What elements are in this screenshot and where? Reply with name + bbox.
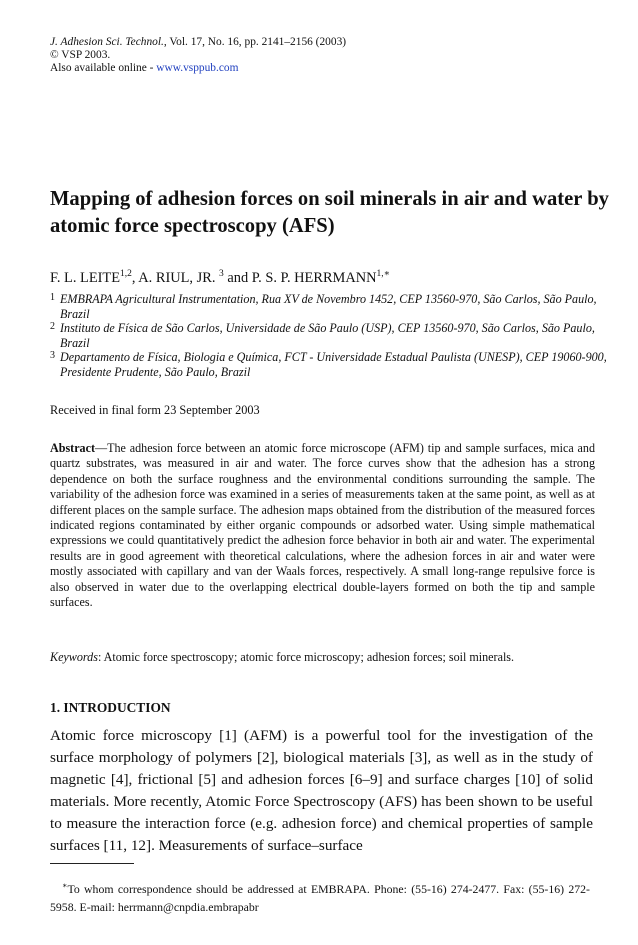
keywords-text: : Atomic force spectroscopy; atomic force microscopy; adhesion forces; soil minerals. xyxy=(97,650,515,664)
author-herrmann-affil: 1,∗ xyxy=(376,269,391,279)
affiliation-text: Departamento de Física, Biologia e Química, FCT - Universidade Estadual Paulista (UNESP), CEP 19060-900, Presidente Prudente, São Paulo, Brazil xyxy=(60,350,607,379)
affiliation-3 xyxy=(50,350,610,379)
affiliation-text: EMBRAPA Agricultural Instrumentation, Rua XV de Novembro 1452, CEP 13560-970, São Carlos, São Paulo, Brazil xyxy=(60,292,597,321)
received-date: Received in final form 23 September 2003 xyxy=(50,403,260,417)
publisher-link[interactable]: www.vsppub.com xyxy=(156,62,239,74)
section-heading: 1. INTRODUCTION xyxy=(50,700,171,715)
keywords xyxy=(50,650,514,665)
abstract-label: Abstract xyxy=(50,441,96,455)
abstract xyxy=(50,441,595,610)
journal-citation-line xyxy=(50,36,346,49)
copyright-line: © VSP 2003. xyxy=(50,49,111,61)
affiliation-number: 1 xyxy=(50,292,55,303)
author-leite-affil: 1,2 xyxy=(120,269,132,279)
affiliation-2 xyxy=(50,321,610,350)
affiliation-1 xyxy=(50,292,610,321)
author-herrmann: and P. S. P. HERRMANN xyxy=(223,269,377,286)
paper-title: Mapping of adhesion forces on soil minerals in air and water by atomic force spectroscopy (AFS) xyxy=(50,188,609,237)
affiliation-text: Instituto de Física de São Carlos, Universidade de São Paulo (USP), CEP 13560-970, São Carlos, São Paulo, Brazil xyxy=(60,321,595,350)
keywords-label: Keywords xyxy=(50,650,98,664)
footnote-mark: ∗ xyxy=(62,881,68,890)
affiliation-number: 3 xyxy=(50,350,55,362)
footnote-rule xyxy=(50,863,134,864)
footnote xyxy=(50,877,590,916)
author-list xyxy=(50,268,390,287)
footnote-text: To whom correspondence should be addressed at EMBRAPA. Phone: (55-16) 274-2477. Fax: (55-16) 272-5958. E-mail: herrmann@cnpdia.embrapabr xyxy=(50,881,590,914)
affiliation-number: 2 xyxy=(50,321,55,333)
journal-citation: , Vol. 17, No. 16, pp. 2141–2156 (2003) xyxy=(163,36,347,48)
affiliations xyxy=(50,292,610,380)
journal-name: J. Adhesion Sci. Technol. xyxy=(50,36,164,48)
author-leite: F. L. LEITE xyxy=(50,269,120,286)
abstract-text: —The adhesion force between an atomic force microscope (AFM) tip and sample surfaces, mica and quartz substrates, was measured in air and water. The force curves show that the adhesion has a strong dependence on both the surface roughness and the environmental conditions surrounding the sample. The variability of the adhesion force was examined in a series of measurements taken at the same point, as well as at different places on the sample surface. The adhesion maps obtained from the distribution of the measured forces indicated regions contaminated by either organic compounds or adsorbed water. Using simple mathematical expressions we could quantitatively predict the adhesion force behavior in both air and water. The experimental results are in good agreement with theoretical calculations, where the adhesion forces in air and water were mostly associated with capillary and van der Waals forces, respectively. A small long-range repulsive force is also observed in water due to the overlapping electrical double-layers formed on both the tip and sample surfaces. xyxy=(50,441,595,610)
author-riul-affil: 3 xyxy=(219,269,224,279)
journal-header xyxy=(50,36,346,75)
introduction-text: Atomic force microscopy [1] (AFM) is a powerful tool for the investigation of the surface morphology of polymers [2], biological materials [3], as well as in the study of magnetic [4], frictional [5] and adhesion forces [6–9] and surface charges [10] of solid materials. More recently, Atomic Force Spectroscopy (AFS) has been shown to be useful to measure the interaction force (e.g. adhesion force) and chemical properties of sample surfaces [11, 12]. Measurements of surface–surface xyxy=(50,727,593,854)
online-line xyxy=(50,62,346,75)
online-prefix: Also available online - xyxy=(50,62,157,74)
author-riul: , A. RIUL, JR. xyxy=(131,269,220,286)
